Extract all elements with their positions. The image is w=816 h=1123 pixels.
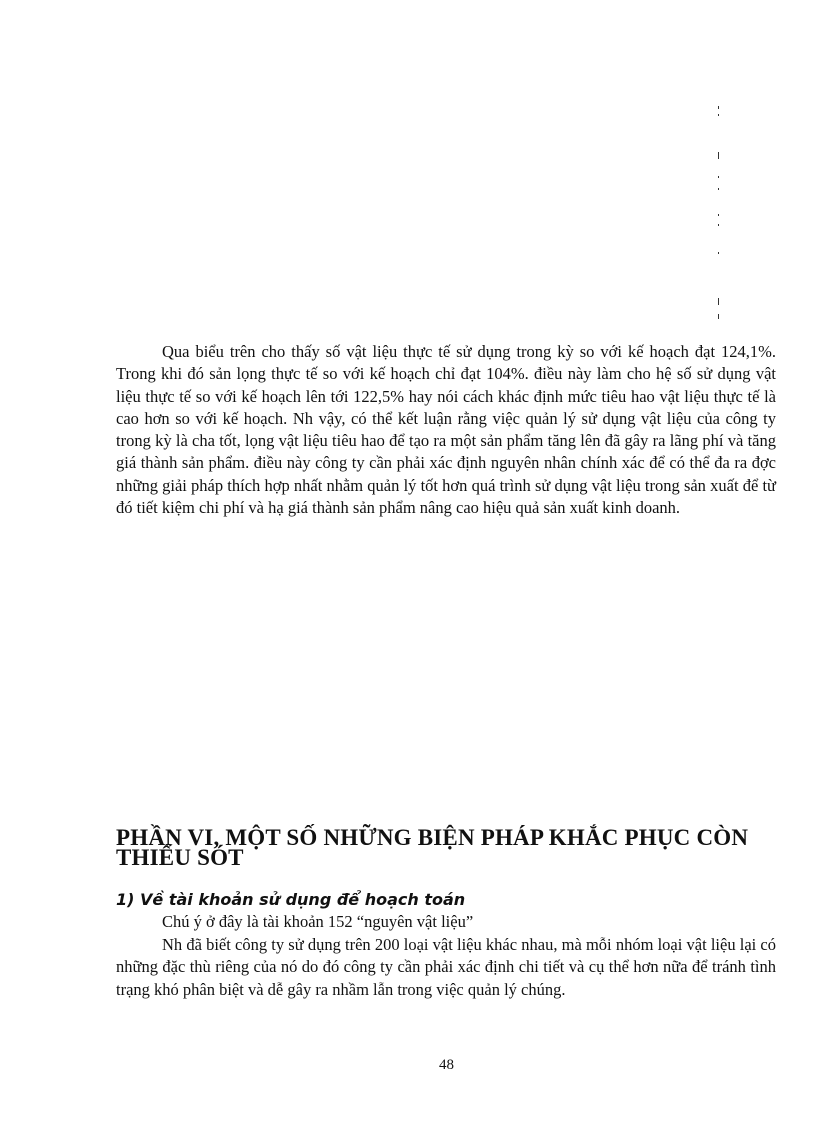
subsection-paragraph <box>116 934 776 1001</box>
subsection-paragraph-text: Nh đã biết công ty sử dụng trên 200 loại vật liệu khác nhau, mà mỗi nhóm loại vật liệu lại có những đặc thù riêng của nó do đó công ty cần phải xác định chi tiết và cụ thể hơn nữa để tránh tình trạng khó phân biệt và dễ gây ra nhầm lẫn trong việc quản lý chúng. <box>116 935 776 999</box>
margin-mark <box>718 252 719 254</box>
margin-mark <box>718 214 719 216</box>
margin-mark <box>718 176 719 178</box>
margin-mark <box>718 152 719 159</box>
body-paragraph <box>116 341 776 519</box>
subsection-paragraph <box>116 911 776 933</box>
body-paragraph-text: Qua biểu trên cho thấy số vật liệu thực tế sử dụng trong kỳ so với kế hoạch đạt 124,1%. Trong khi đó sản lọng thực tế so với kế hoạch chỉ đạt 104%. điều này làm cho hệ số sử dụng vật liệu thực tế so với kế hoạch lên tới 122,5% hay nói cách khác định mức tiêu hao vật liệu thực tế là cao hơn so với kế hoạch. Nh vậy, có thể kết luận rằng việc quản lý sử dụng vật liệu của công ty trong kỳ là cha tốt, lọng vật liệu tiêu hao để tạo ra một sản phẩm tăng lên đã gây ra lãng phí và tăng giá thành sản phẩm. điều này công ty cần phải xác định nguyên nhân chính xác để có thể đa ra đợc những giải pháp thích hợp nhất nhằm quản lý tốt hơn quá trình sử dụng vật liệu trong sản xuất để từ đó tiết kiệm chi phí và hạ giá thành sản phẩm nâng cao hiệu quả sản xuất kinh doanh. <box>116 342 776 518</box>
section-heading: PHẦN VI, MỘT SỐ NHỮNG BIỆN PHÁP KHẮC PHỤC CÒN THIẾU SÓT <box>116 825 749 870</box>
margin-mark <box>718 314 719 319</box>
page-number: 48 <box>439 1057 454 1073</box>
subsection-paragraph-text: Chú ý ở đây là tài khoản 152 “nguyên vật liệu” <box>162 912 474 931</box>
margin-mark <box>718 114 719 116</box>
margin-marks <box>716 100 722 330</box>
margin-mark <box>718 298 719 305</box>
subsection-heading: 1) Về tài khoản sử dụng để hoạch toán <box>116 890 466 909</box>
margin-mark <box>718 188 719 190</box>
margin-mark <box>718 224 719 226</box>
margin-mark <box>718 106 719 109</box>
